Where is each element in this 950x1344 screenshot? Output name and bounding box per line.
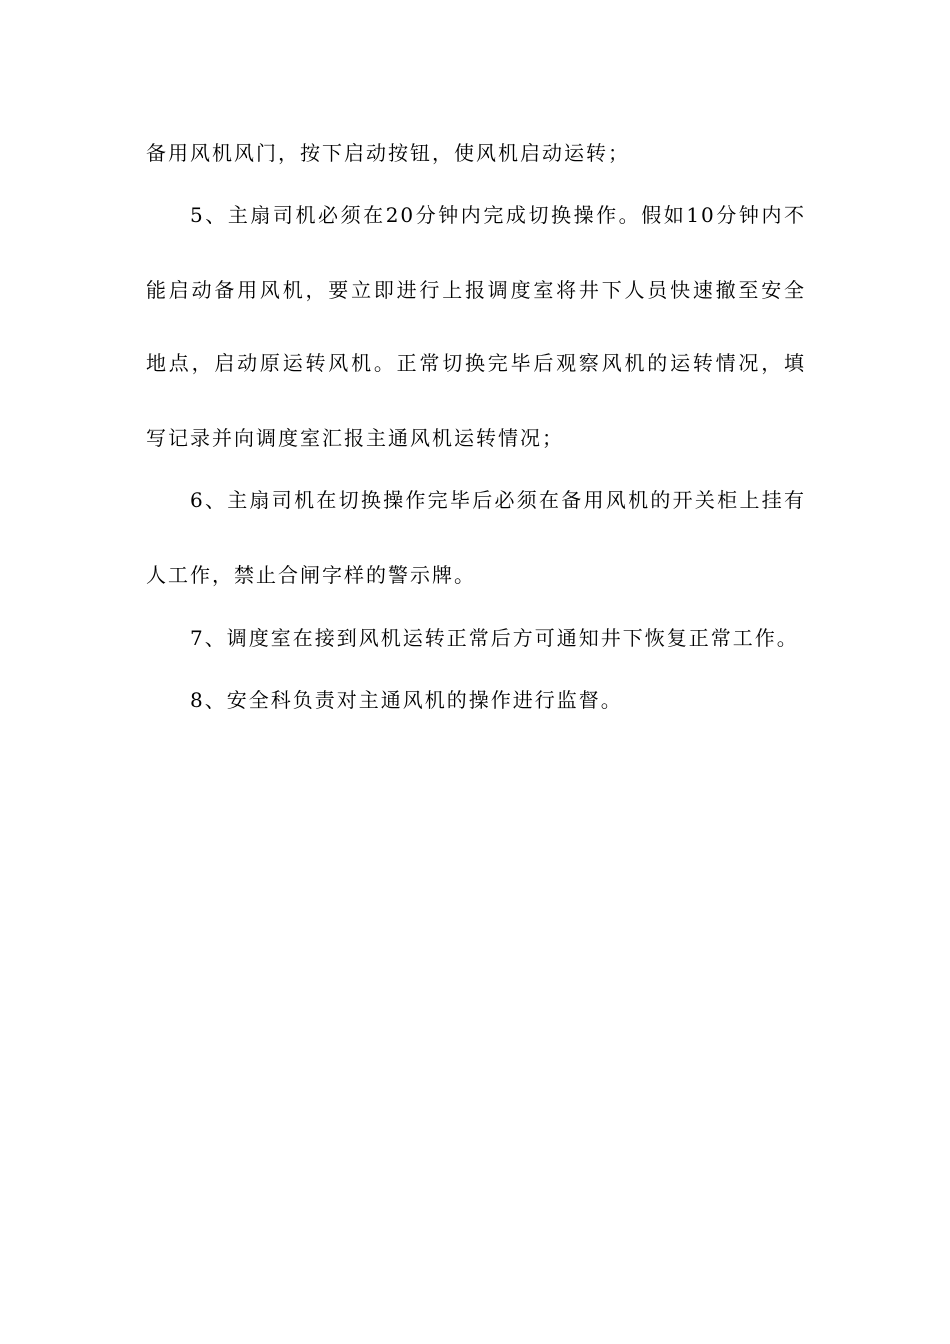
paragraph-line: 7、调度室在接到风机运转正常后方可通知井下恢复正常工作。 <box>190 626 799 650</box>
paragraph-line: 8、安全科负责对主通风机的操作进行监督。 <box>190 688 623 712</box>
paragraph-line: 写记录并向调度室汇报主通风机运转情况； <box>146 426 564 450</box>
paragraph-line: 6、主扇司机在切换操作完毕后必须在备用风机的开关柜上挂有 <box>190 488 806 512</box>
paragraph-line: 人工作，禁止合闸字样的警示牌。 <box>146 563 476 587</box>
paragraph-line: 备用风机风门，按下启动按钮，使风机启动运转； <box>146 141 630 165</box>
paragraph-line: 地点，启动原运转风机。正常切换完毕后观察风机的运转情况，填 <box>146 351 806 375</box>
paragraph-line: 能启动备用风机，要立即进行上报调度室将井下人员快速撤至安全 <box>146 278 806 302</box>
paragraph-line: 5、主扇司机必须在20分钟内完成切换操作。假如10分钟内不 <box>190 203 806 227</box>
